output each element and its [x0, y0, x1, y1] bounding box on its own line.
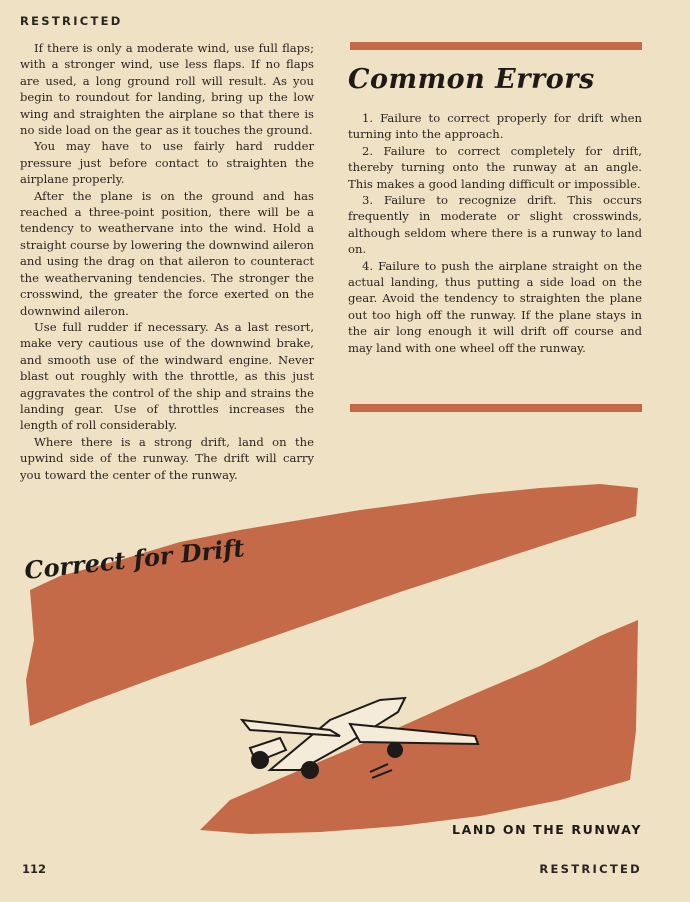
restricted-footer: RESTRICTED — [539, 862, 642, 876]
paragraph: If there is only a moderate wind, use full flaps; with a stronger wind, use less flaps. If no flaps are used, a long ground roll will result. As you begin to roundout for landing, bring up the low wing and straighten the airplane so that there is no side load on the gear as it touches the ground. — [20, 41, 314, 138]
common-errors-list — [348, 110, 642, 356]
restricted-header: RESTRICTED — [20, 14, 123, 28]
error-item: 4. Failure to push the airplane straight on the actual landing, thus putting a side load on the gear. Avoid the tendency to straighten the plane out too high off the runway. If the plane stays in the air long enough it will drift off course and may land with one wheel off the runway. — [348, 258, 642, 355]
section-divider-bottom — [350, 404, 642, 412]
body-text-column — [20, 40, 314, 483]
illustration-title: Correct for Drift — [22, 533, 246, 585]
runway-illustration — [0, 480, 690, 850]
error-item: 2. Failure to correct completely for drift, thereby turning onto the runway at an angle. This makes a good landing difficult or impossible. — [348, 143, 642, 191]
section-divider-top — [350, 42, 642, 50]
paragraph: Use full rudder if necessary. As a last resort, make very cautious use of the downwind brake, and smooth use of the windward engine. Never blast out roughly with the throttle, as this just aggravates the control of the ship and strains the landing gear. Use of throttles increases the length of roll considerably. — [20, 319, 314, 433]
paragraph: After the plane is on the ground and has reached a three-point position, there will be a tendency to weathervane into the wind. Hold a straight course by lowering the downwind aileron and using the drag on that aileron to counteract the weathervaning tendencies. The stronger the crosswind, the greater the force exerted on the downwind aileron. — [20, 188, 314, 318]
common-errors-heading: Common Errors — [348, 64, 595, 95]
paragraph: Where there is a strong drift, land on the upwind side of the runway. The drift will carry you toward the center of the runway. — [20, 434, 314, 482]
error-item: 3. Failure to recognize drift. This occurs frequently in moderate or slight crosswinds, although seldom where there is a runway to land on. — [348, 193, 642, 257]
page-number: 112 — [22, 862, 47, 876]
paragraph: You may have to use fairly hard rudder pressure just before contact to straighten the airplane properly. — [20, 139, 314, 187]
illustration-caption: LAND ON THE RUNWAY — [452, 822, 642, 837]
error-item: 1. Failure to correct properly for drift when turning into the approach. — [348, 111, 642, 142]
